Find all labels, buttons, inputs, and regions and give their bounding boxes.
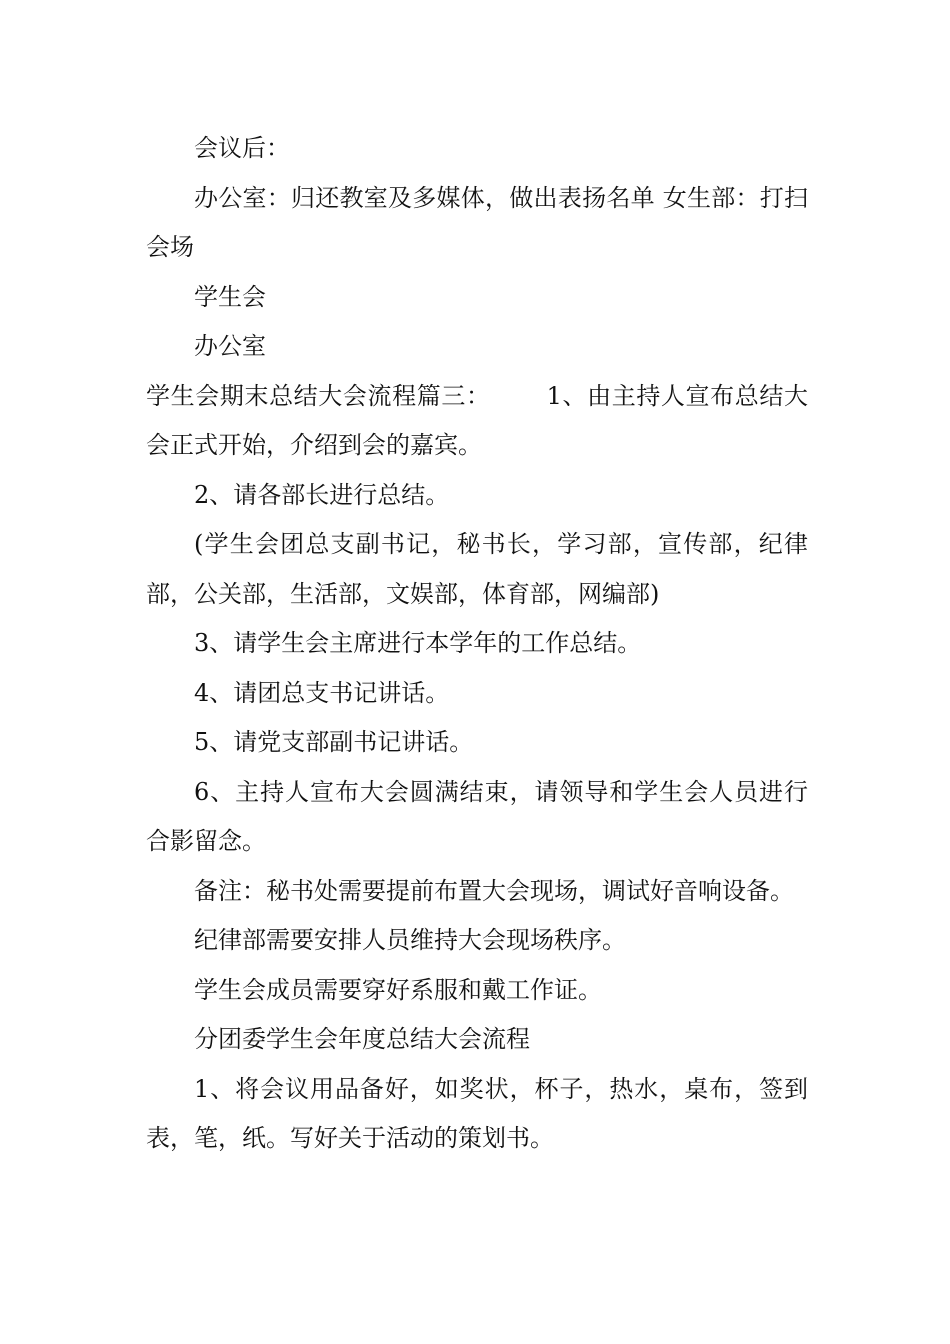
note-paragraph: 备注：秘书处需要提前布置大会现场，调试好音响设备。	[194, 876, 794, 905]
note-paragraph: 学生会成员需要穿好系服和戴工作证。	[194, 975, 602, 1004]
section-first-item: 1、由主持人宣布总结大会正式开始，介绍到会的嘉宾。	[146, 381, 808, 459]
list-item: 1、将会议用品备好，如奖状，杯子，热水，桌布，签到表，笔，纸。写好关于活动的策划书。	[146, 1074, 808, 1152]
list-item: 4、请团总支书记讲话。	[194, 678, 450, 707]
list-item: 5、请党支部副书记讲话。	[194, 728, 474, 756]
list-item: 6、主持人宣布大会圆满结束，请领导和学生会人员进行合影留念。	[146, 777, 808, 855]
paragraph-office: 办公室	[194, 332, 266, 360]
list-item: 2、请各部长进行总结。	[194, 480, 450, 509]
paragraph-student-union: 学生会	[194, 282, 266, 311]
document-body	[146, 124, 808, 1164]
note-paragraph: 纪律部需要安排人员维持大会现场秩序。	[194, 926, 626, 954]
subsection-title: 分团委学生会年度总结大会流程	[194, 1025, 530, 1053]
list-item: 3、请学生会主席进行本学年的工作总结。	[194, 629, 642, 657]
section-three-paragraph	[146, 372, 808, 471]
paragraph-office-duties: 办公室：归还教室及多媒体，做出表扬名单 女生部：打扫会场	[146, 183, 808, 261]
paragraph-after-meeting: 会议后：	[194, 134, 290, 162]
section-title: 学生会期末总结大会流程篇三：	[146, 381, 491, 410]
list-item: (学生会团总支副书记，秘书长，学习部，宣传部，纪律部，公关部，生活部，文娱部，体育部，网编部)	[146, 530, 808, 608]
